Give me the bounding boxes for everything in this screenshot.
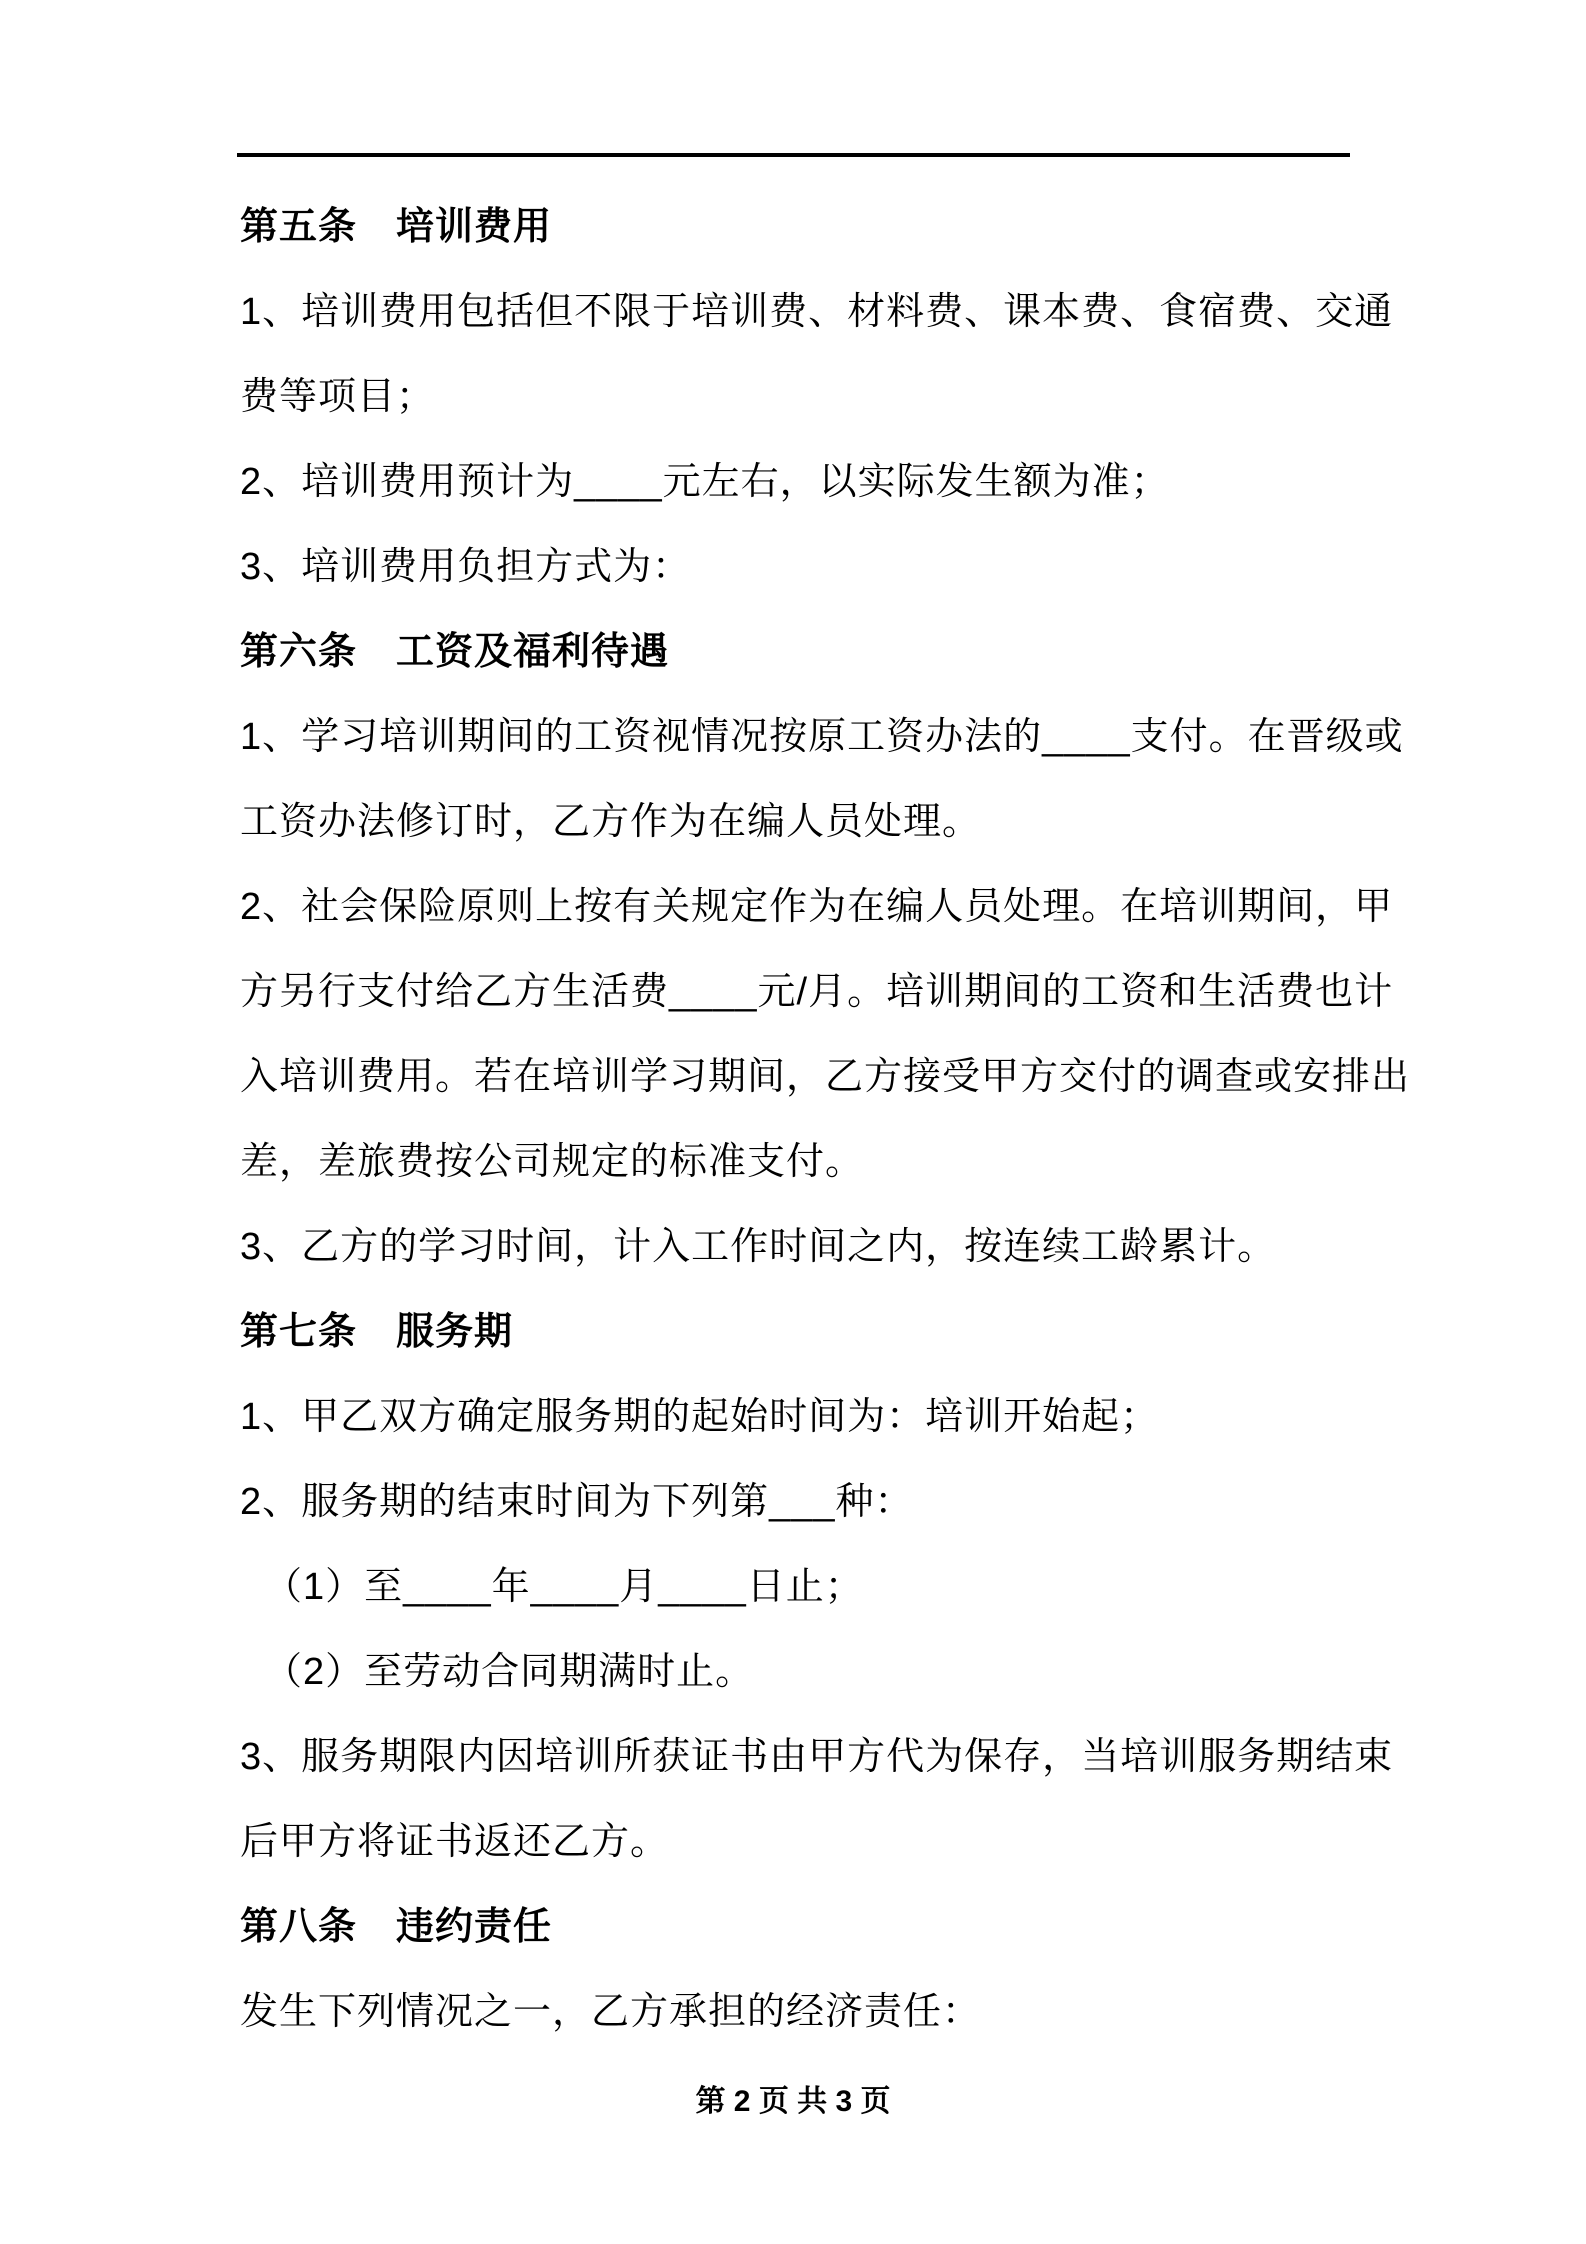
document-body <box>240 185 1411 2055</box>
document-line: 2、社会保险原则上按有关规定作为在编人员处理。在培训期间，甲 <box>240 886 1394 928</box>
article-heading: 第五条 培训费用 <box>240 206 553 248</box>
document-line: 3、培训费用负担方式为： <box>240 546 692 588</box>
document-line: 1、学习培训期间的工资视情况按原工资办法的____支付。在晋级或 <box>240 716 1404 758</box>
document-line: 发生下列情况之一，乙方承担的经济责任： <box>240 1991 982 2033</box>
document-line: 2、服务期的结束时间为下列第___种： <box>240 1481 914 1523</box>
document-line: 1、培训费用包括但不限于培训费、材料费、课本费、食宿费、交通 <box>240 291 1394 333</box>
header-divider-line <box>237 153 1350 157</box>
document-line: 后甲方将证书返还乙方。 <box>240 1821 670 1863</box>
document-line: 入培训费用。若在培训学习期间，乙方接受甲方交付的调查或安排出 <box>240 1056 1411 1098</box>
document-line: 3、服务期限内因培训所获证书由甲方代为保存，当培训服务期结束 <box>240 1736 1394 1778</box>
article-heading: 第七条 服务期 <box>240 1311 514 1353</box>
document-line: 1、甲乙双方确定服务期的起始时间为：培训开始起； <box>240 1396 1160 1438</box>
article-heading: 第六条 工资及福利待遇 <box>240 631 670 673</box>
document-line: 费等项目； <box>240 376 436 418</box>
document-line: 3、乙方的学习时间，计入工作时间之内，按连续工龄累计。 <box>240 1226 1277 1268</box>
document-line: 方另行支付给乙方生活费____元/月。培训期间的工资和生活费也计 <box>240 971 1394 1013</box>
document-line: 2、培训费用预计为____元左右，以实际发生额为准； <box>240 461 1170 503</box>
page-number-label: 第 2 页 共 3 页 <box>695 2085 891 2118</box>
document-line: 差，差旅费按公司规定的标准支付。 <box>240 1141 865 1183</box>
document-line: 工资办法修订时，乙方作为在编人员处理。 <box>240 801 982 843</box>
document-line: （2）至劳动合同期满时止。 <box>264 1651 755 1693</box>
document-line: （1）至____年____月____日止； <box>264 1566 864 1608</box>
page-footer <box>0 2082 1586 2122</box>
article-heading: 第八条 违约责任 <box>240 1906 553 1948</box>
